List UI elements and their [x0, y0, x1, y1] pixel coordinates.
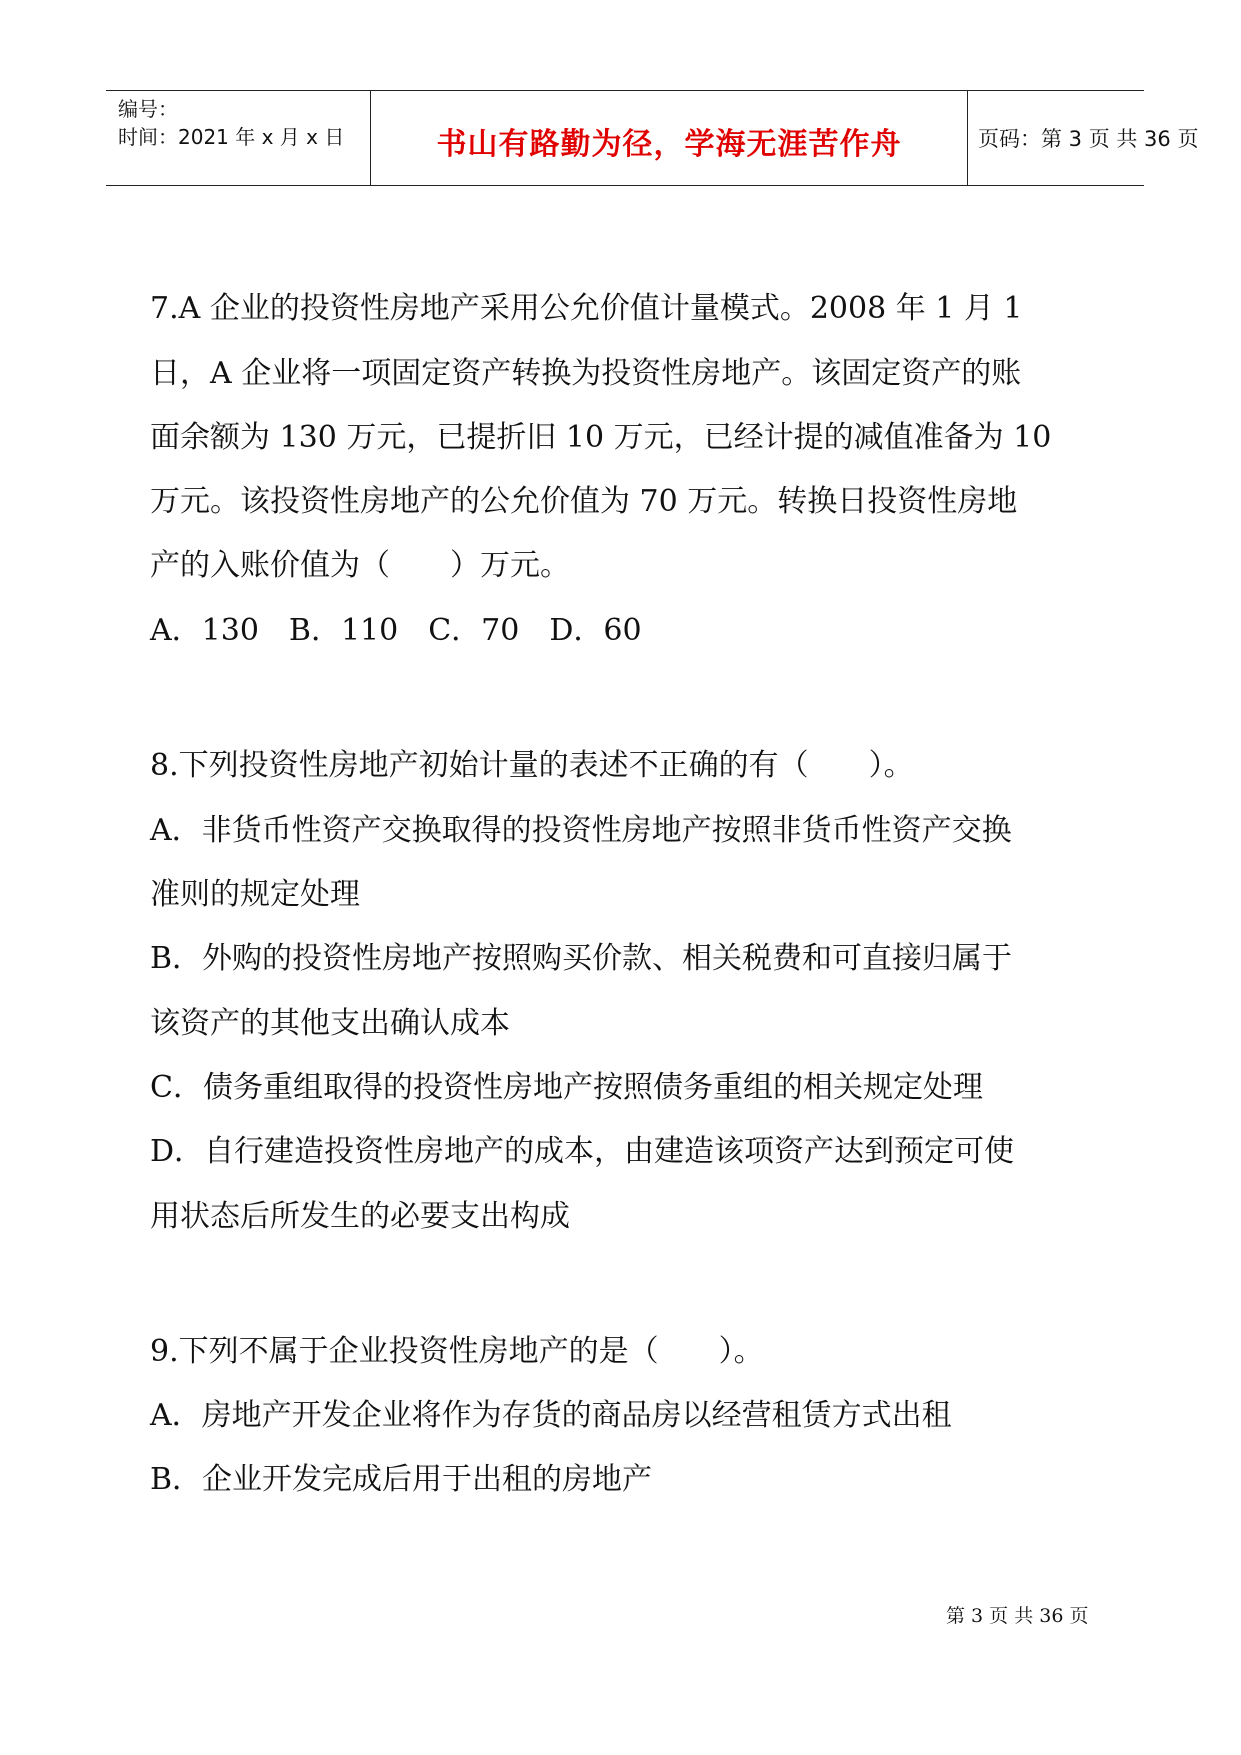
question-line: 面余额为 130 万元，已提折旧 10 万元，已经计提的减值准备为 10	[150, 420, 1052, 455]
question-line: 8.下列投资性房地产初始计量的表述不正确的有（ ）。	[150, 748, 914, 783]
document-date: 时间：2021 年 x 月 x 日	[118, 125, 345, 149]
header-page-cell	[968, 91, 1199, 185]
option-line: A．非货币性资产交换取得的投资性房地产按照非货币性资产交换	[150, 813, 1012, 848]
page-footer: 第 3 页 共 36 页	[946, 1605, 1089, 1627]
question-line: 7.A 企业的投资性房地产采用公允价值计量模式。2008 年 1 月 1	[150, 291, 1023, 326]
answer-options: A．130 B．110 C．70 D．60	[150, 613, 642, 648]
question-line: 万元。该投资性房地产的公允价值为 70 万元。转换日投资性房地	[150, 484, 1018, 519]
question-line: 9.下列不属于企业投资性房地产的是（ ）。	[150, 1334, 764, 1369]
document-number-label: 编号：	[118, 97, 178, 121]
option-line: 准则的规定处理	[150, 877, 360, 912]
header-page-code: 页码：第 3 页 共 36 页	[978, 127, 1199, 151]
header-info-cell	[106, 91, 371, 185]
question-line: 日，A 企业将一项固定资产转换为投资性房地产。该固定资产的账	[150, 356, 1022, 391]
option-line: C．债务重组取得的投资性房地产按照债务重组的相关规定处理	[150, 1070, 983, 1105]
document-header	[106, 90, 1199, 186]
option-line: B．企业开发完成后用于出租的房地产	[150, 1462, 653, 1497]
option-line: A．房地产开发企业将作为存货的商品房以经营租赁方式出租	[150, 1398, 952, 1433]
header-motto: 书山有路勤为径，学海无涯苦作舟	[436, 127, 902, 162]
option-line: B．外购的投资性房地产按照购买价款、相关税费和可直接归属于	[150, 941, 1013, 976]
question-line: 产的入账价值为（ ）万元。	[150, 548, 570, 583]
header-motto-cell	[371, 91, 968, 185]
option-line: 该资产的其他支出确认成本	[150, 1006, 510, 1041]
option-line: 用状态后所发生的必要支出构成	[150, 1199, 570, 1234]
option-line: D．自行建造投资性房地产的成本，由建造该项资产达到预定可使	[150, 1134, 1015, 1169]
